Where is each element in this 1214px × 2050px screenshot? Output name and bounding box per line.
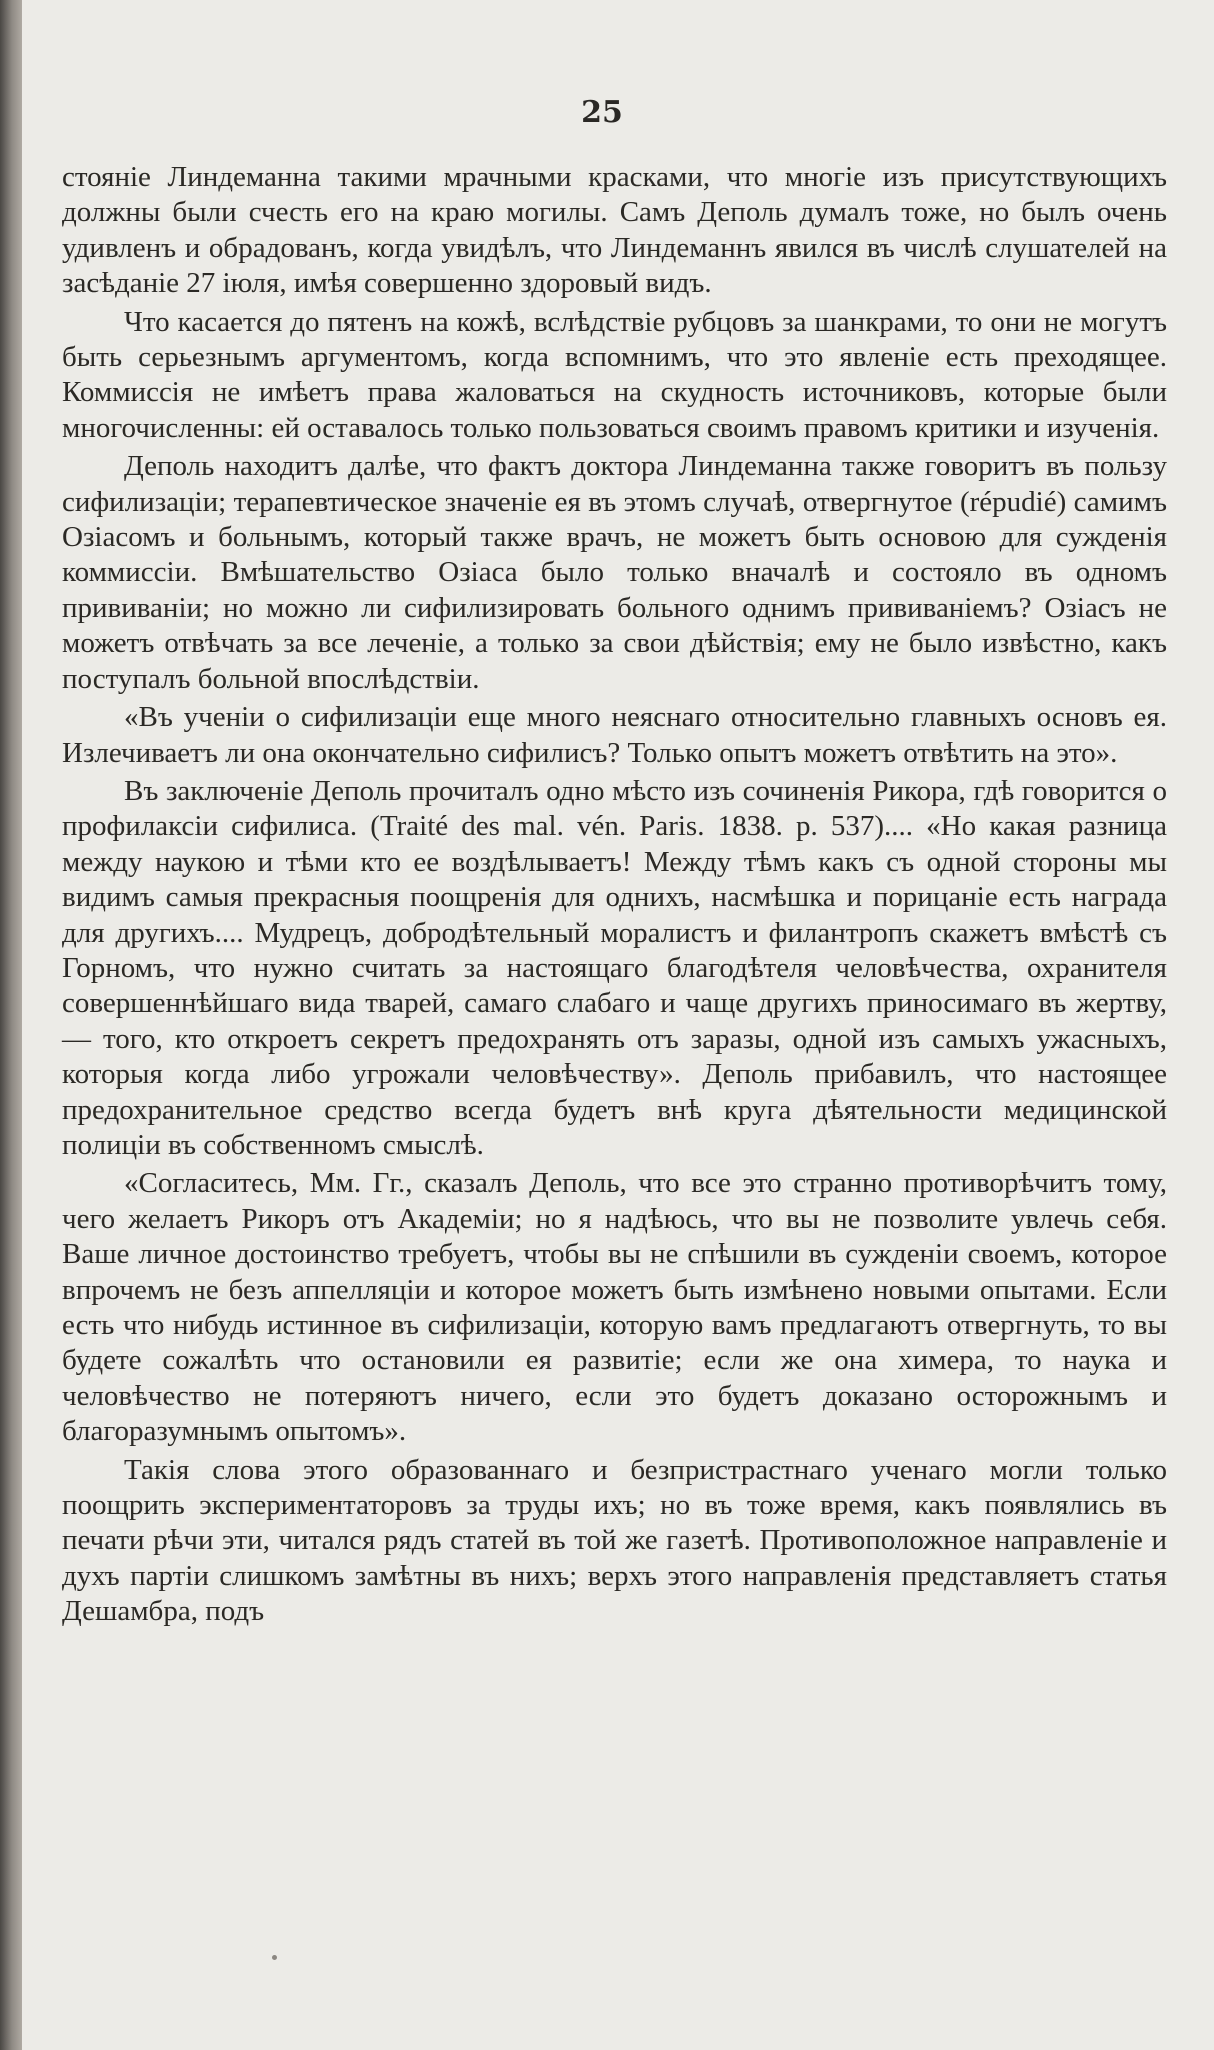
page-number: 25 <box>581 95 623 130</box>
paragraph-newspaper-articles: Такія слова этого образованнаго и безпристрастнаго ученаго могли только поощрить экспериментаторовъ за труды ихъ; но въ тоже время, какъ появлялись въ печати рѣчи эти, читался рядъ статей въ той же газетѣ. Противоположное направленіе и духъ партіи слишкомъ замѣтны въ нихъ; верхъ этого направленія представляетъ статья Дешамбра, подъ <box>62 1453 1167 1628</box>
book-page <box>22 0 1214 2050</box>
paragraph-continuation: стояніе Линдеманна такими мрачными красками, что многіе изъ присутствующихъ должны были счесть его на краю могилы. Самъ Деполь думалъ тоже, но былъ очень удивленъ и обрадованъ, когда увидѣлъ, что Линдеманнъ явился въ числѣ слушателей на засѣданіе 27 іюля, имѣя совершенно здоровый видъ. <box>62 161 1167 300</box>
paragraph-ricord-citation: Въ заключеніе Деполь прочиталъ одно мѣсто изъ сочиненія Рикора, гдѣ говорится о профилаксіи сифилиса. (Traité des mal. vén. Paris. 1838. p. 537).... «Но какая разница между наукою и тѣми кто ее воздѣлываетъ! Между тѣмъ какъ съ одной стороны мы видимъ самыя прекрасныя поощренія для однихъ, насмѣшка и порицаніе есть награда для другихъ.... Мудрецъ, добродѣтельный моралистъ и филантропъ скажетъ вмѣстѣ съ Горномъ, что нужно считать за настоящаго благодѣтеля человѣчества, охранителя совершеннѣйшаго вида тварей, самаго слабаго и чаще другихъ приносимаго въ жертву, — того, кто откроетъ секретъ предохранять отъ заразы, одной изъ самыхъ ужасныхъ, которыя когда либо угрожали человѣчеству». Деполь прибавилъ, что настоящее предохранительное средство всегда будетъ внѣ круга дѣятельности медицинской полиціи въ собственномъ смыслѣ. <box>62 774 1167 1161</box>
page-body-text <box>62 160 1167 1630</box>
paragraph-depaul-speech: «Согласитесь, Мм. Гг., сказалъ Деполь, что все это странно противорѣчитъ тому, чего желаетъ Рикоръ отъ Академіи; но я надѣюсь, что вы не позволите увлечь себя. Ваше личное достоинство требуетъ, чтобы вы не спѣшили въ сужденіи своемъ, которое впрочемъ не безъ аппелляціи и которое можетъ быть измѣнено новыми опытами. Если есть что нибудь истинное въ сифилизаціи, которую вамъ предлагаютъ отвергнуть, то вы будете сожалѣть что остановили ея развитіе; если же она химера, то наука и человѣчество не потеряютъ ничего, если это будетъ доказано осторожнымъ и благоразумнымъ опытомъ». <box>62 1167 1167 1448</box>
paper-speck <box>272 1955 277 1960</box>
paragraph-syphilization-quote: «Въ ученіи о сифилизаціи еще много неяснаго относительно главныхъ основъ ея. Излечиваетъ ли она окончательно сифилисъ? Только опытъ можетъ отвѣтить на это». <box>62 701 1167 769</box>
paragraph-skin-spots: Что касается до пятенъ на кожѣ, вслѣдствіе рубцовъ за шанкрами, то они не могутъ быть серьезнымъ аргументомъ, когда вспомнимъ, что это явленіе есть преходящее. Коммиссія не имѣетъ права жаловаться на скудность источниковъ, которые были многочисленны: ей оставалось только пользоваться своимъ правомъ критики и изученія. <box>62 305 1167 444</box>
paragraph-lindemann-fact: Деполь находитъ далѣе, что фактъ доктора Линдеманна также говоритъ въ пользу сифилизаціи; терапевтическое значеніе ея въ этомъ случаѣ, отвергнутое (répudié) самимъ Озіасомъ и больнымъ, который также врачъ, не можетъ быть основою для сужденія коммиссіи. Вмѣшательство Озіаса было только вначалѣ и состояло въ одномъ прививаніи; но можно ли сифилизировать больного однимъ прививаніемъ? Озіасъ не можетъ отвѣчать за все леченіе, а только за свои дѣйствія; ему не было извѣстно, какъ поступалъ больной впослѣдствіи. <box>62 450 1167 695</box>
